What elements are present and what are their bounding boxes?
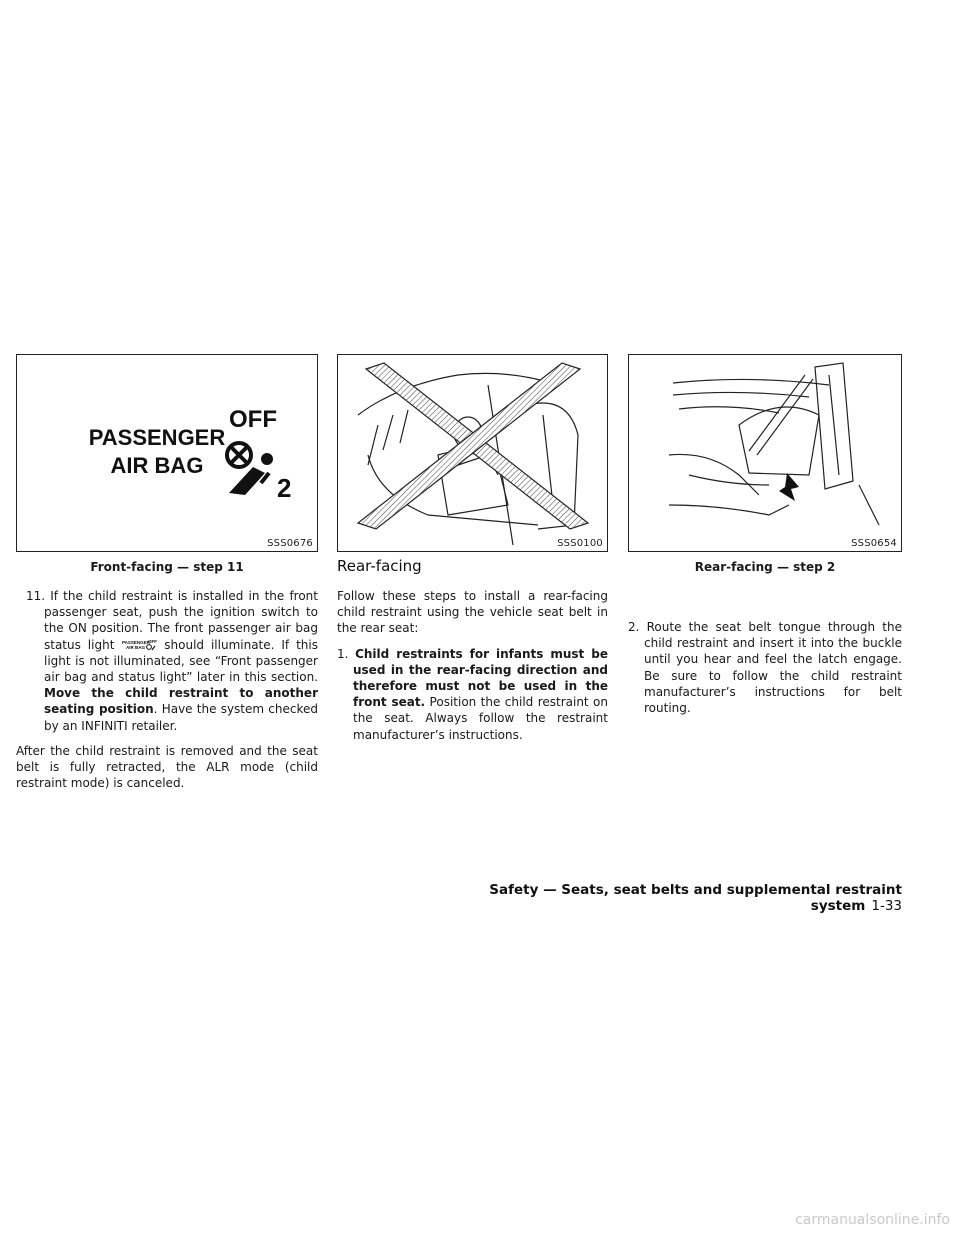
page-number: 1-33 <box>871 898 902 914</box>
figure-code: SSS0100 <box>557 538 603 549</box>
step-2 <box>628 619 902 716</box>
airbag-off-icon <box>227 443 291 503</box>
step-1-text: Position the child restraint on the seat. Always follow the restraint manufacturer’s instructions. <box>353 695 608 742</box>
column-left <box>16 588 318 800</box>
column-right <box>628 619 902 725</box>
step-1-bold: Child restraints for infants must be used in the rear-facing direction and therefore must not be used in the front seat. <box>353 646 608 710</box>
airbag-panel-illustration <box>17 355 318 552</box>
figure-caption: Front-facing — step 11 <box>90 560 244 574</box>
column-middle <box>337 588 608 752</box>
step-11 <box>16 588 318 734</box>
step-11-bold: Move the child restraint to another seating position <box>44 686 318 717</box>
figure-rear-facing-prohibited <box>337 354 608 552</box>
footer-section-title: Safety — Seats, seat belts and supplemental restraint system <box>489 882 902 914</box>
after-removal-paragraph: After the child restraint is removed and the seat belt is fully retracted, the ALR mode (child restraint mode) is canceled. <box>16 743 318 791</box>
figure-code: SSS0676 <box>267 538 313 549</box>
section-heading-rear-facing: Rear-facing <box>337 557 422 575</box>
rear-facing-front-seat-illustration <box>338 355 608 552</box>
step-11-text-a: If the child restraint is installed in the front passenger seat, push the ignition switch to the ON position. The front passenger air bag status light <box>44 589 318 652</box>
figure-code: SSS0654 <box>851 538 897 549</box>
passenger-airbag-status-icon <box>121 638 157 652</box>
svg-text:PASSENGER: PASSENGER <box>122 640 151 646</box>
step-11-text-c: . Have the system checked by an INFINITI retailer. <box>44 702 318 733</box>
svg-text:OFF: OFF <box>148 639 158 645</box>
panel-text-passenger: PASSENGER <box>88 425 226 450</box>
step-number: 11. <box>26 589 46 603</box>
svg-text:2: 2 <box>277 473 292 503</box>
panel-text-airbag: AIR BAG <box>110 453 204 478</box>
svg-text:AIR BAG: AIR BAG <box>126 645 146 651</box>
page-footer <box>462 882 902 914</box>
panel-text-off: OFF <box>229 406 277 433</box>
rear-facing-intro: Follow these steps to install a rear-facing child restraint using the vehicle seat belt in the rear seat: <box>337 589 608 636</box>
step-number: 2. <box>628 620 640 634</box>
figure-airbag-panel <box>16 354 318 552</box>
watermark: carmanualsonline.info <box>795 1212 950 1228</box>
step-1 <box>337 646 608 743</box>
arrow-down-icon <box>779 473 799 501</box>
figure-caption: Rear-facing — step 2 <box>694 560 836 574</box>
belt-routing-illustration <box>629 355 902 552</box>
prohibited-x-icon <box>358 363 588 529</box>
step-11-text-b: should illuminate. If this light is not illuminated, see “Front passenger air bag and status light” later in this section. <box>44 637 318 685</box>
step-number: 1. <box>337 646 349 661</box>
step-2-text: Route the seat belt tongue through the child restraint and insert it into the buckle until you hear and feel the latch engage. Be sure to follow the child restraint manufacturer’s instructions for belt routing. <box>644 620 902 716</box>
figure-belt-routing <box>628 354 902 552</box>
